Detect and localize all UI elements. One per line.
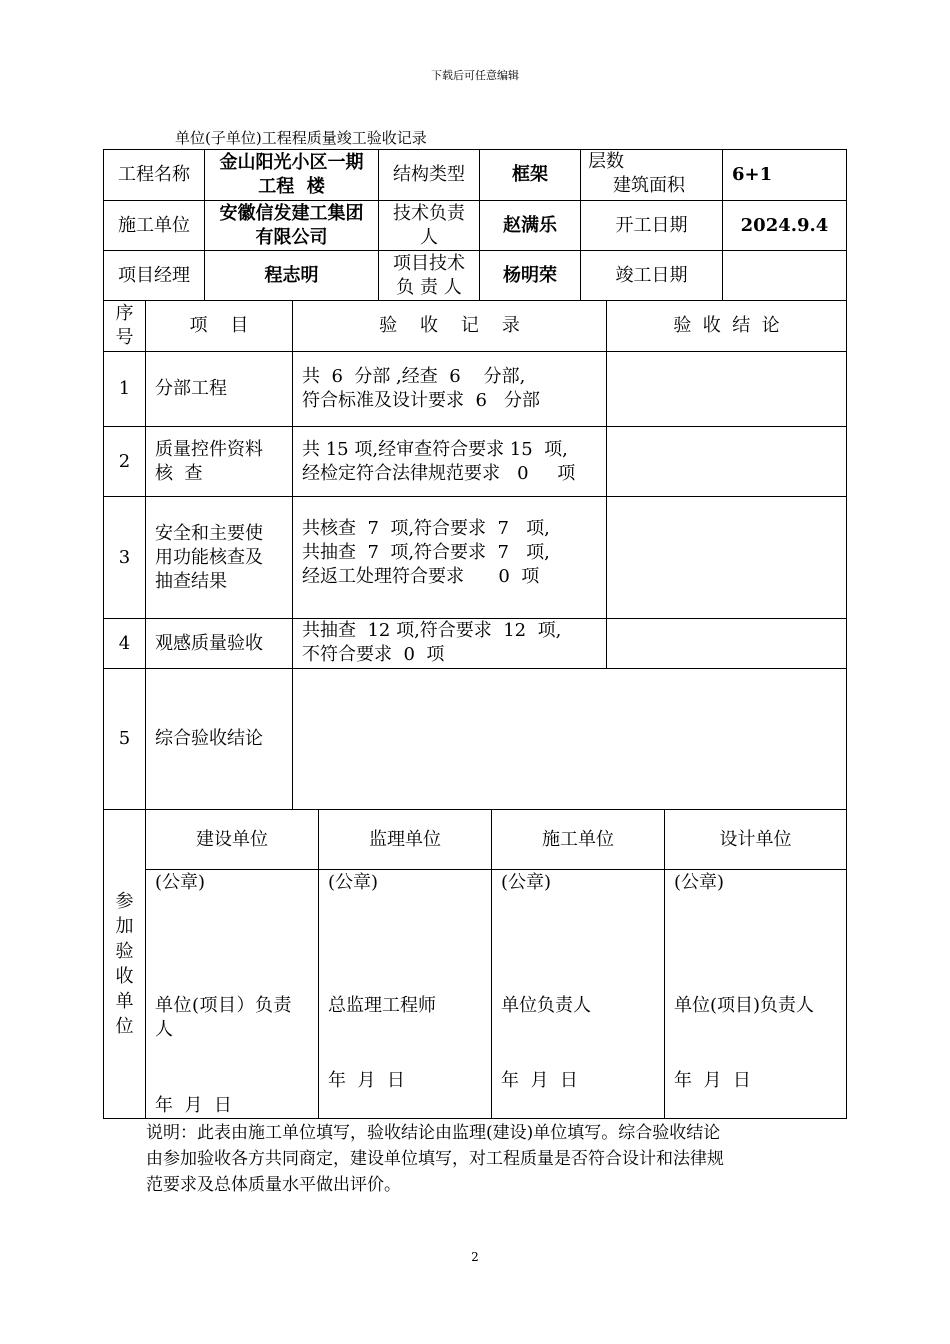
row-5-no: 5 (118, 728, 131, 749)
col-seq: 序 号 (115, 303, 134, 348)
unit-name-designer: 设计单位 (719, 828, 792, 850)
designer-seal: (公章) (674, 872, 725, 893)
row-2-record: 共 15 项,经审查符合要求 15 项, 经检定符合法律规范要求 0 项 (302, 438, 576, 484)
unit-name-contractor: 施工单位 (542, 828, 614, 850)
col-conclusion: 验 收 结 论 (673, 315, 780, 336)
pm: 程志明 (264, 264, 319, 286)
row-5-item: 综合验收结论 (155, 728, 263, 749)
finish-date-label: 竣工日期 (615, 264, 688, 286)
unit-name-supervisor: 监理单位 (369, 828, 441, 850)
owner-person: 单位(项目）负责 人 (155, 995, 293, 1040)
form-title: 单位(子单位)工程程质量竣工验收记录 (175, 129, 427, 147)
project-name-label: 工程名称 (118, 164, 190, 185)
row-3-no: 3 (118, 546, 131, 568)
pm-label: 项目经理 (118, 264, 190, 286)
contractor-date: 年 月 日 (501, 1070, 578, 1091)
supervisor-person: 总监理工程师 (328, 995, 436, 1016)
project-name: 金山阳光小区一期 工程 楼 (219, 152, 364, 197)
header-note: 下载后可任意编辑 (431, 69, 519, 82)
start-date: 2024.9.4 (740, 214, 829, 236)
start-date-label: 开工日期 (615, 214, 688, 236)
row-2-item: 质量控件资料 核 查 (155, 438, 263, 484)
supervisor-seal: (公章) (328, 872, 379, 893)
contractor: 安徽信发建工集团 有限公司 (219, 202, 364, 248)
contractor-seal: (公章) (501, 872, 552, 893)
contractor-label: 施工单位 (118, 214, 190, 236)
participants-label: 参 加 验 收 单 位 (115, 891, 134, 1037)
col-record: 验 收 记 录 (379, 315, 520, 336)
finish-date (723, 251, 846, 300)
tech-lead-label: 技术负责 人 (393, 202, 465, 248)
col-item: 项 目 (189, 315, 249, 336)
row-3-record: 共核查 7 项,符合要求 7 项, 共抽查 7 项,符合要求 7 项, 经返工处理符合要求 0 项 (302, 518, 550, 587)
row-1-no: 1 (118, 378, 131, 399)
contractor-person: 单位负责人 (501, 995, 591, 1016)
structure-type-label: 结构类型 (393, 164, 465, 185)
tech-lead: 赵满乐 (503, 214, 557, 236)
structure-type: 框架 (512, 164, 548, 185)
row-4-no: 4 (118, 632, 131, 654)
designer-date: 年 月 日 (674, 1070, 751, 1091)
row-2-no: 2 (118, 450, 131, 472)
floors-area-label: 层数 建筑面积 (588, 151, 685, 196)
row-1-record: 共 6 分部 ,经查 6 分部, 符合标准及设计要求 6 分部 (302, 366, 541, 411)
footnote: 说明：此表由施工单位填写，验收结论由监理(建设)单位填写。综合验收结论 由参加验收各方共同商定，建设单位填写，对工程质量是否符合设计和法律规 范要求及总体质量水平做出评价。 (146, 1123, 724, 1195)
owner-seal: (公章) (155, 872, 206, 893)
proj-tech: 杨明荣 (503, 264, 557, 286)
page-number: 2 (471, 1250, 479, 1264)
unit-name-owner: 建设单位 (196, 828, 268, 850)
designer-person: 单位(项目)负责人 (674, 995, 815, 1016)
proj-tech-label: 项目技术 负 责 人 (393, 252, 465, 298)
row-4-item: 观感质量验收 (155, 632, 263, 654)
floors-value: 6+1 (732, 164, 773, 185)
owner-date: 年 月 日 (155, 1095, 232, 1116)
row-1-item: 分部工程 (155, 378, 227, 399)
row-4-record: 共抽查 12 项,符合要求 12 项, 不符合要求 0 项 (302, 620, 562, 665)
supervisor-date: 年 月 日 (328, 1070, 405, 1091)
row-3-item: 安全和主要使 用功能核查及 抽查结果 (155, 522, 263, 592)
